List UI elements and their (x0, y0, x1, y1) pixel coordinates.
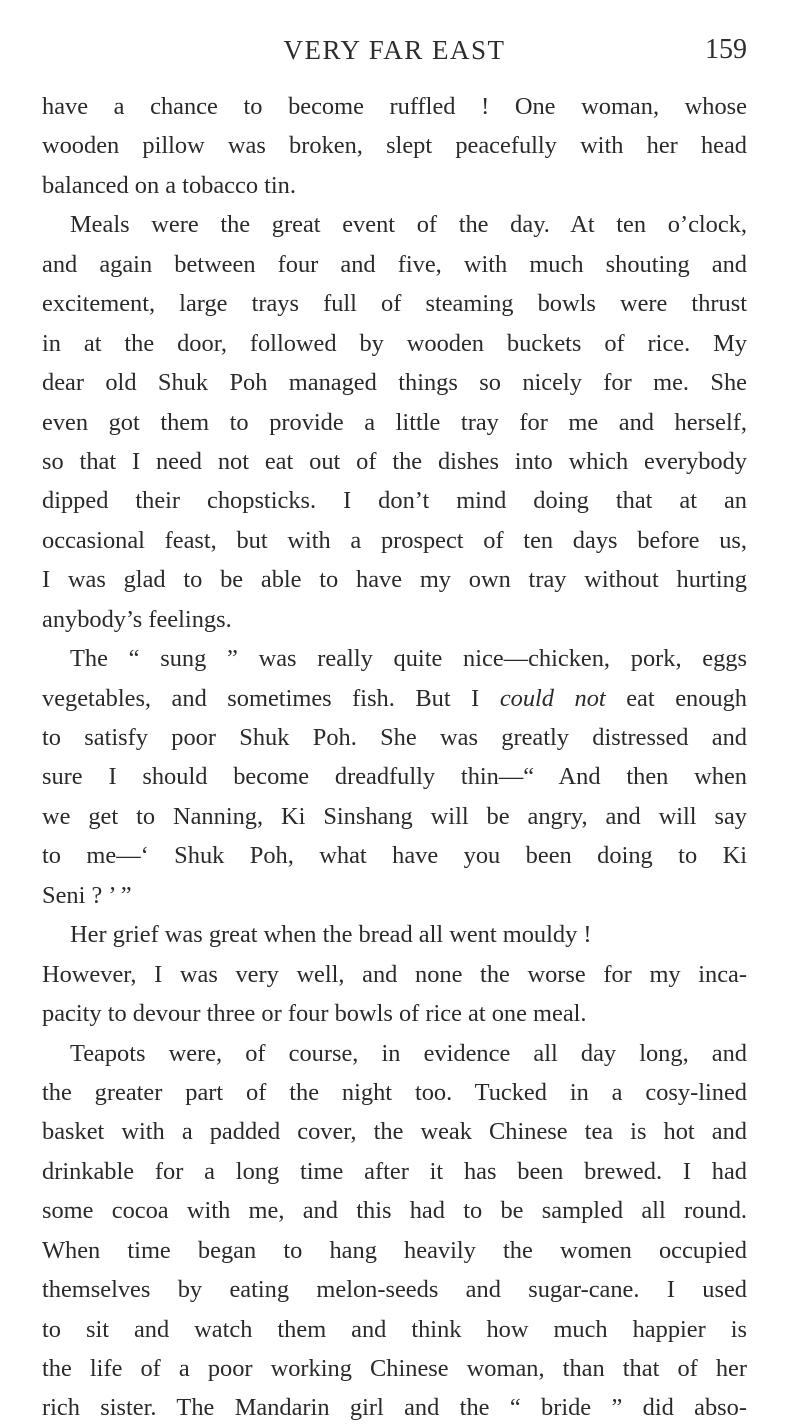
text-line: and again between four and five, with much shouting and (42, 250, 747, 278)
text-line: some cocoa with me, and this had to be sampled all round. (42, 1197, 747, 1225)
text-line: Her grief was great when the bread all went mouldy ! (70, 921, 592, 949)
text-line: wooden pillow was broken, slept peacefully with her head (42, 132, 747, 160)
text-line: dear old Shuk Poh managed things so nicely for me. She (42, 369, 747, 397)
text-line: the greater part of the night too. Tucked in a cosy-lined (42, 1078, 747, 1106)
text-line: to me—‘ Shuk Poh, what have you been doing to Ki (42, 842, 747, 870)
text-line: occasional feast, but with a prospect of ten days before us, (42, 526, 747, 554)
text-line: drinkable for a long time after it has been brewed. I had (42, 1157, 747, 1185)
text-line: However, I was very well, and none the worse for my inca- (42, 960, 747, 988)
text-line: Teapots were, of course, in evidence all day long, and (70, 1039, 747, 1067)
text-line: even got them to provide a little tray for me and herself, (42, 408, 747, 436)
text-line: dipped their chopsticks. I don’t mind doing that at an (42, 487, 747, 515)
text-line (42, 679, 747, 718)
body-text (42, 87, 747, 1428)
text-line: anybody’s feelings. (42, 605, 232, 633)
text-line: Meals were the great event of the day. At ten o’clock, (70, 211, 747, 239)
text-line: balanced on a tobacco tin. (42, 171, 296, 199)
text-line: the life of a poor working Chinese woman, than that of her (42, 1355, 747, 1382)
text-line: excitement, large trays full of steaming bowls were thrust (42, 290, 747, 318)
running-title: VERY FAR EAST (283, 35, 506, 65)
text-line: themselves by eating melon-seeds and sugar-cane. I used (42, 1276, 747, 1304)
text-line: to satisfy poor Shuk Poh. She was greatly distressed and (42, 724, 747, 751)
text-line: rich sister. The Mandarin girl and the “ bride ” did abso- (42, 1394, 747, 1422)
text-line: Seni ? ’ ” (42, 881, 132, 909)
text-line: sure I should become dreadfully thin—“ And then when (42, 763, 747, 791)
text-line: so that I need not eat out of the dishes into which everybody (42, 447, 747, 475)
text-line: in at the door, followed by wooden buckets of rice. My (42, 329, 747, 357)
text-line: to sit and watch them and think how much happier is (42, 1315, 747, 1343)
emphasis: could not (499, 684, 606, 712)
text-line: basket with a padded cover, the weak Chinese tea is hot and (42, 1118, 747, 1146)
text-segment: eat enough (626, 684, 747, 712)
text-line: The “ sung ” was really quite nice—chicken, pork, eggs (70, 645, 747, 673)
page-number: 159 (705, 34, 747, 65)
text-line: When time began to hang heavily the women occupied (42, 1236, 747, 1264)
text-line: we get to Nanning, Ki Sinshang will be angry, and will say (42, 802, 747, 830)
text-line: have a chance to become ruffled ! One woman, whose (42, 93, 747, 120)
text-segment: vegetables, and sometimes fish. But I (42, 684, 480, 712)
text-line: pacity to devour three or four bowls of rice at one meal. (42, 1000, 587, 1028)
text-line: I was glad to be able to have my own tray without hurting (42, 566, 747, 594)
running-head (42, 30, 747, 70)
